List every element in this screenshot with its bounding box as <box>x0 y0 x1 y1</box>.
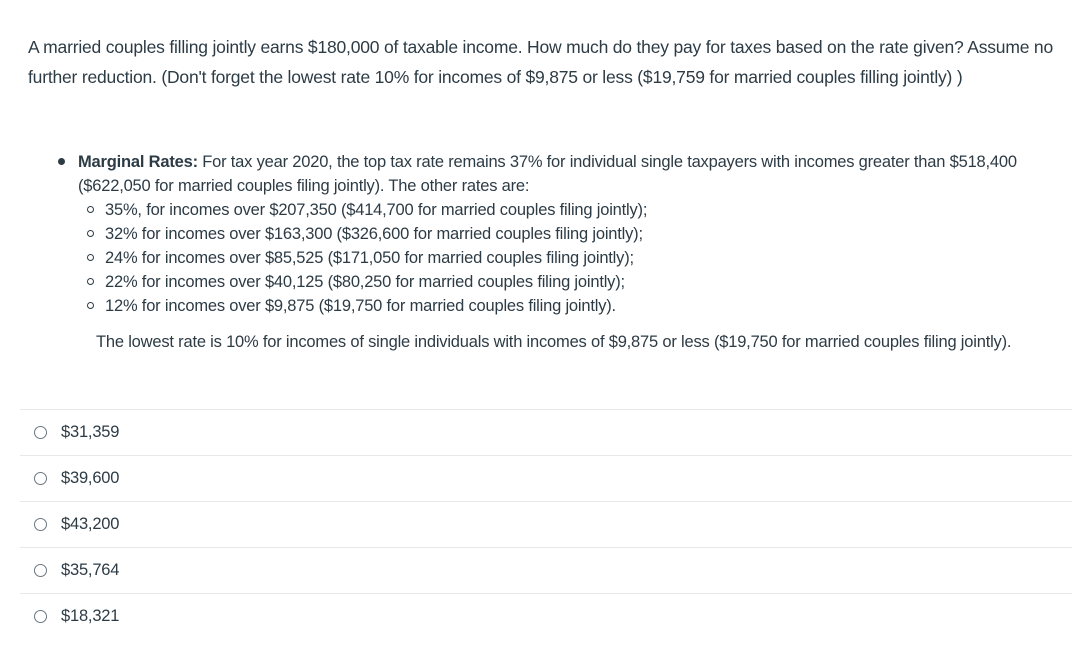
answer-label[interactable]: $39,600 <box>61 469 120 487</box>
answer-option[interactable] <box>20 409 1072 455</box>
radio-button[interactable] <box>34 426 47 439</box>
radio-button[interactable] <box>34 564 47 577</box>
marginal-rates-item <box>48 150 1078 318</box>
rates-list <box>48 150 1078 318</box>
radio-button[interactable] <box>34 518 47 531</box>
answer-options <box>20 409 1072 639</box>
rate-bracket-item: 12% for incomes over $9,875 ($19,750 for married couples filing jointly). <box>78 294 1078 318</box>
rates-section <box>48 150 1078 354</box>
answer-label[interactable]: $31,359 <box>61 423 120 441</box>
radio-button[interactable] <box>34 610 47 623</box>
question-text: A married couples filling jointly earns $180,000 of taxable income. How much do they pay for taxes based on the rate given? Assume no further reduction. (Don't forget the lowest rate 10% for incomes of $9,875 or less ($19,759 for married couples filling jointly) ) <box>28 37 1053 87</box>
rate-bracket-item: 22% for incomes over $40,125 ($80,250 for married couples filing jointly); <box>78 270 1078 294</box>
rate-bracket-item: 24% for incomes over $85,525 ($171,050 for married couples filing jointly); <box>78 246 1078 270</box>
rate-bracket-list <box>78 198 1078 318</box>
marginal-rates-text: For tax year 2020, the top tax rate remains 37% for individual single taxpayers with incomes greater than $518,400 ($622,050 for married couples filing jointly). The other rates are: <box>78 153 1017 195</box>
answer-label[interactable]: $18,321 <box>61 607 120 625</box>
rate-bracket-item: 35%, for incomes over $207,350 ($414,700 for married couples filing jointly); <box>78 198 1078 222</box>
answer-option[interactable] <box>20 501 1072 547</box>
answer-option[interactable] <box>20 593 1072 639</box>
answer-label[interactable]: $35,764 <box>61 561 120 579</box>
answer-option[interactable] <box>20 455 1072 501</box>
lowest-rate-text: The lowest rate is 10% for incomes of single individuals with incomes of $9,875 or less ($19,750 for married couples filing jointly). <box>96 333 1012 351</box>
marginal-rates-label: Marginal Rates: <box>78 153 198 171</box>
radio-button[interactable] <box>34 472 47 485</box>
rate-bracket-item: 32% for incomes over $163,300 ($326,600 for married couples filing jointly); <box>78 222 1078 246</box>
answer-option[interactable] <box>20 547 1072 593</box>
answer-label[interactable]: $43,200 <box>61 515 120 533</box>
